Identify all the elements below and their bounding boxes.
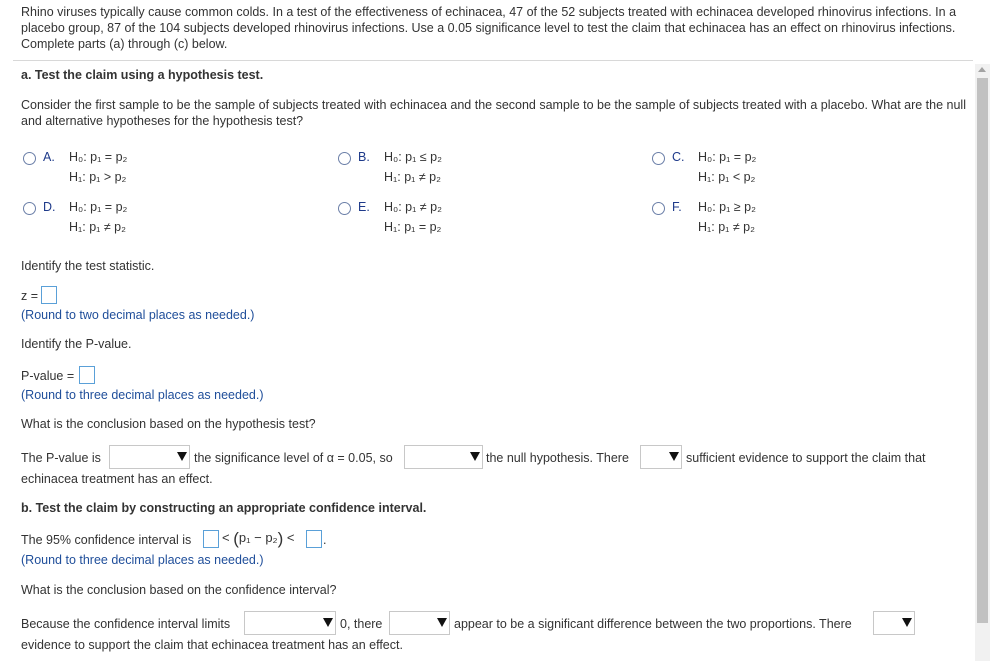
conclusion-b-text-3: appear to be a significant difference between the two proportions. There bbox=[454, 617, 852, 631]
option-e-h1: H₁: p₁ = p₂ bbox=[384, 220, 442, 234]
option-f[interactable] bbox=[652, 200, 952, 240]
conclusion-b-text-4: evidence to support the claim that echinacea treatment has an effect. bbox=[21, 638, 403, 652]
test-stat-prompt: Identify the test statistic. bbox=[21, 259, 155, 273]
dropdown-arrow-icon[interactable] bbox=[667, 448, 680, 464]
conclusion-prompt-b: What is the conclusion based on the confidence interval? bbox=[21, 583, 337, 597]
option-d[interactable] bbox=[23, 200, 323, 240]
conclusion-prompt-a: What is the conclusion based on the hypothesis test? bbox=[21, 417, 316, 431]
vertical-scrollbar[interactable] bbox=[975, 64, 990, 661]
round-hint-pvalue: (Round to three decimal places as needed.) bbox=[21, 388, 264, 402]
ci-end-period: . bbox=[323, 533, 327, 547]
ci-lt-2: < bbox=[286, 530, 295, 545]
option-c-h1: H₁: p₁ < p₂ bbox=[698, 170, 756, 184]
option-d-letter: D. bbox=[43, 200, 56, 214]
pvalue-comparison-select[interactable] bbox=[109, 445, 190, 469]
option-b-letter: B. bbox=[358, 150, 370, 164]
round-hint-ci: (Round to three decimal places as needed.) bbox=[21, 553, 264, 567]
option-b-radio[interactable] bbox=[338, 152, 351, 165]
option-e-radio[interactable] bbox=[338, 202, 351, 215]
option-f-letter: F. bbox=[672, 200, 682, 214]
part-a-heading: a. Test the claim using a hypothesis test. bbox=[21, 68, 264, 82]
option-e-letter: E. bbox=[358, 200, 370, 214]
dropdown-arrow-icon[interactable] bbox=[900, 614, 913, 630]
pvalue-input[interactable] bbox=[79, 366, 95, 384]
conclusion-b-text-1: Because the confidence interval limits bbox=[21, 617, 231, 631]
option-f-h0: H₀: p₁ ≥ p₂ bbox=[698, 200, 756, 214]
ci-expr-text: p₁ − p₂ bbox=[238, 530, 278, 545]
dropdown-arrow-icon[interactable] bbox=[321, 614, 334, 630]
evidence-select-a[interactable] bbox=[640, 445, 682, 469]
conclusion-a-text-5: echinacea treatment has an effect. bbox=[21, 472, 213, 486]
conclusion-a-text-3: the null hypothesis. There bbox=[486, 451, 629, 465]
scroll-thumb[interactable] bbox=[977, 78, 988, 623]
option-a-radio[interactable] bbox=[23, 152, 36, 165]
ci-label: The 95% confidence interval is bbox=[21, 533, 192, 547]
option-d-h1: H₁: p₁ ≠ p₂ bbox=[69, 220, 126, 234]
option-a[interactable] bbox=[23, 150, 323, 190]
dropdown-arrow-icon[interactable] bbox=[175, 448, 188, 464]
option-b-h0: H₀: p₁ ≤ p₂ bbox=[384, 150, 442, 164]
pvalue-prompt: Identify the P-value. bbox=[21, 337, 132, 351]
option-d-radio[interactable] bbox=[23, 202, 36, 215]
ci-lower-input[interactable] bbox=[203, 530, 219, 548]
evidence-select-b[interactable] bbox=[873, 611, 915, 635]
option-a-letter: A. bbox=[43, 150, 55, 164]
question-panel bbox=[0, 61, 975, 661]
dropdown-arrow-icon[interactable] bbox=[468, 448, 481, 464]
option-b-h1: H₁: p₁ ≠ p₂ bbox=[384, 170, 441, 184]
option-c-letter: C. bbox=[672, 150, 685, 164]
problem-statement: Rhino viruses typically cause common colds. In a test of the effectiveness of echinacea, 47 of the 52 subjects treated with echinacea developed rhinovirus infections. In a placebo group, 87 of the 104 subjects developed rhinovirus infections. Use a 0.05 significance level to test the claim that echinacea has an effect on rhinovirus infections. Complete parts (a) through (c) below. bbox=[21, 5, 957, 51]
conclusion-a-text-1: The P-value is bbox=[21, 451, 101, 465]
round-hint-z: (Round to two decimal places as needed.) bbox=[21, 308, 255, 322]
option-a-h0: H₀: p₁ = p₂ bbox=[69, 150, 128, 164]
option-c-radio[interactable] bbox=[652, 152, 665, 165]
z-input[interactable] bbox=[41, 286, 57, 304]
ci-expression: < (p₁ − p₂) < bbox=[222, 529, 295, 548]
z-label: z = bbox=[21, 289, 39, 303]
pvalue-label: P-value = bbox=[21, 369, 75, 383]
part-b-heading: b. Test the claim by constructing an appropriate confidence interval. bbox=[21, 501, 427, 515]
difference-select[interactable] bbox=[389, 611, 450, 635]
option-f-h1: H₁: p₁ ≠ p₂ bbox=[698, 220, 755, 234]
conclusion-a-text-2: the significance level of α = 0.05, so bbox=[194, 451, 393, 465]
ci-limits-select[interactable] bbox=[244, 611, 336, 635]
ci-lt-1: < bbox=[222, 530, 230, 545]
null-decision-select[interactable] bbox=[404, 445, 483, 469]
option-e-h0: H₀: p₁ ≠ p₂ bbox=[384, 200, 442, 214]
option-d-h0: H₀: p₁ = p₂ bbox=[69, 200, 128, 214]
scroll-up-arrow-icon[interactable] bbox=[978, 67, 986, 72]
conclusion-a-text-4: sufficient evidence to support the claim that bbox=[686, 451, 926, 465]
option-b[interactable] bbox=[338, 150, 638, 190]
option-c-h0: H₀: p₁ = p₂ bbox=[698, 150, 757, 164]
option-a-h1: H₁: p₁ > p₂ bbox=[69, 170, 127, 184]
hypothesis-question: Consider the first sample to be the sample of subjects treated with echinacea and the second sample to be the sample of subjects treated with a placebo. What are the null and alternative hypotheses for the hypothesis test? bbox=[21, 98, 966, 128]
dropdown-arrow-icon[interactable] bbox=[435, 614, 448, 630]
option-c[interactable] bbox=[652, 150, 952, 190]
ci-upper-input[interactable] bbox=[306, 530, 322, 548]
option-e[interactable] bbox=[338, 200, 638, 240]
option-f-radio[interactable] bbox=[652, 202, 665, 215]
conclusion-b-text-2: 0, there bbox=[340, 617, 383, 631]
